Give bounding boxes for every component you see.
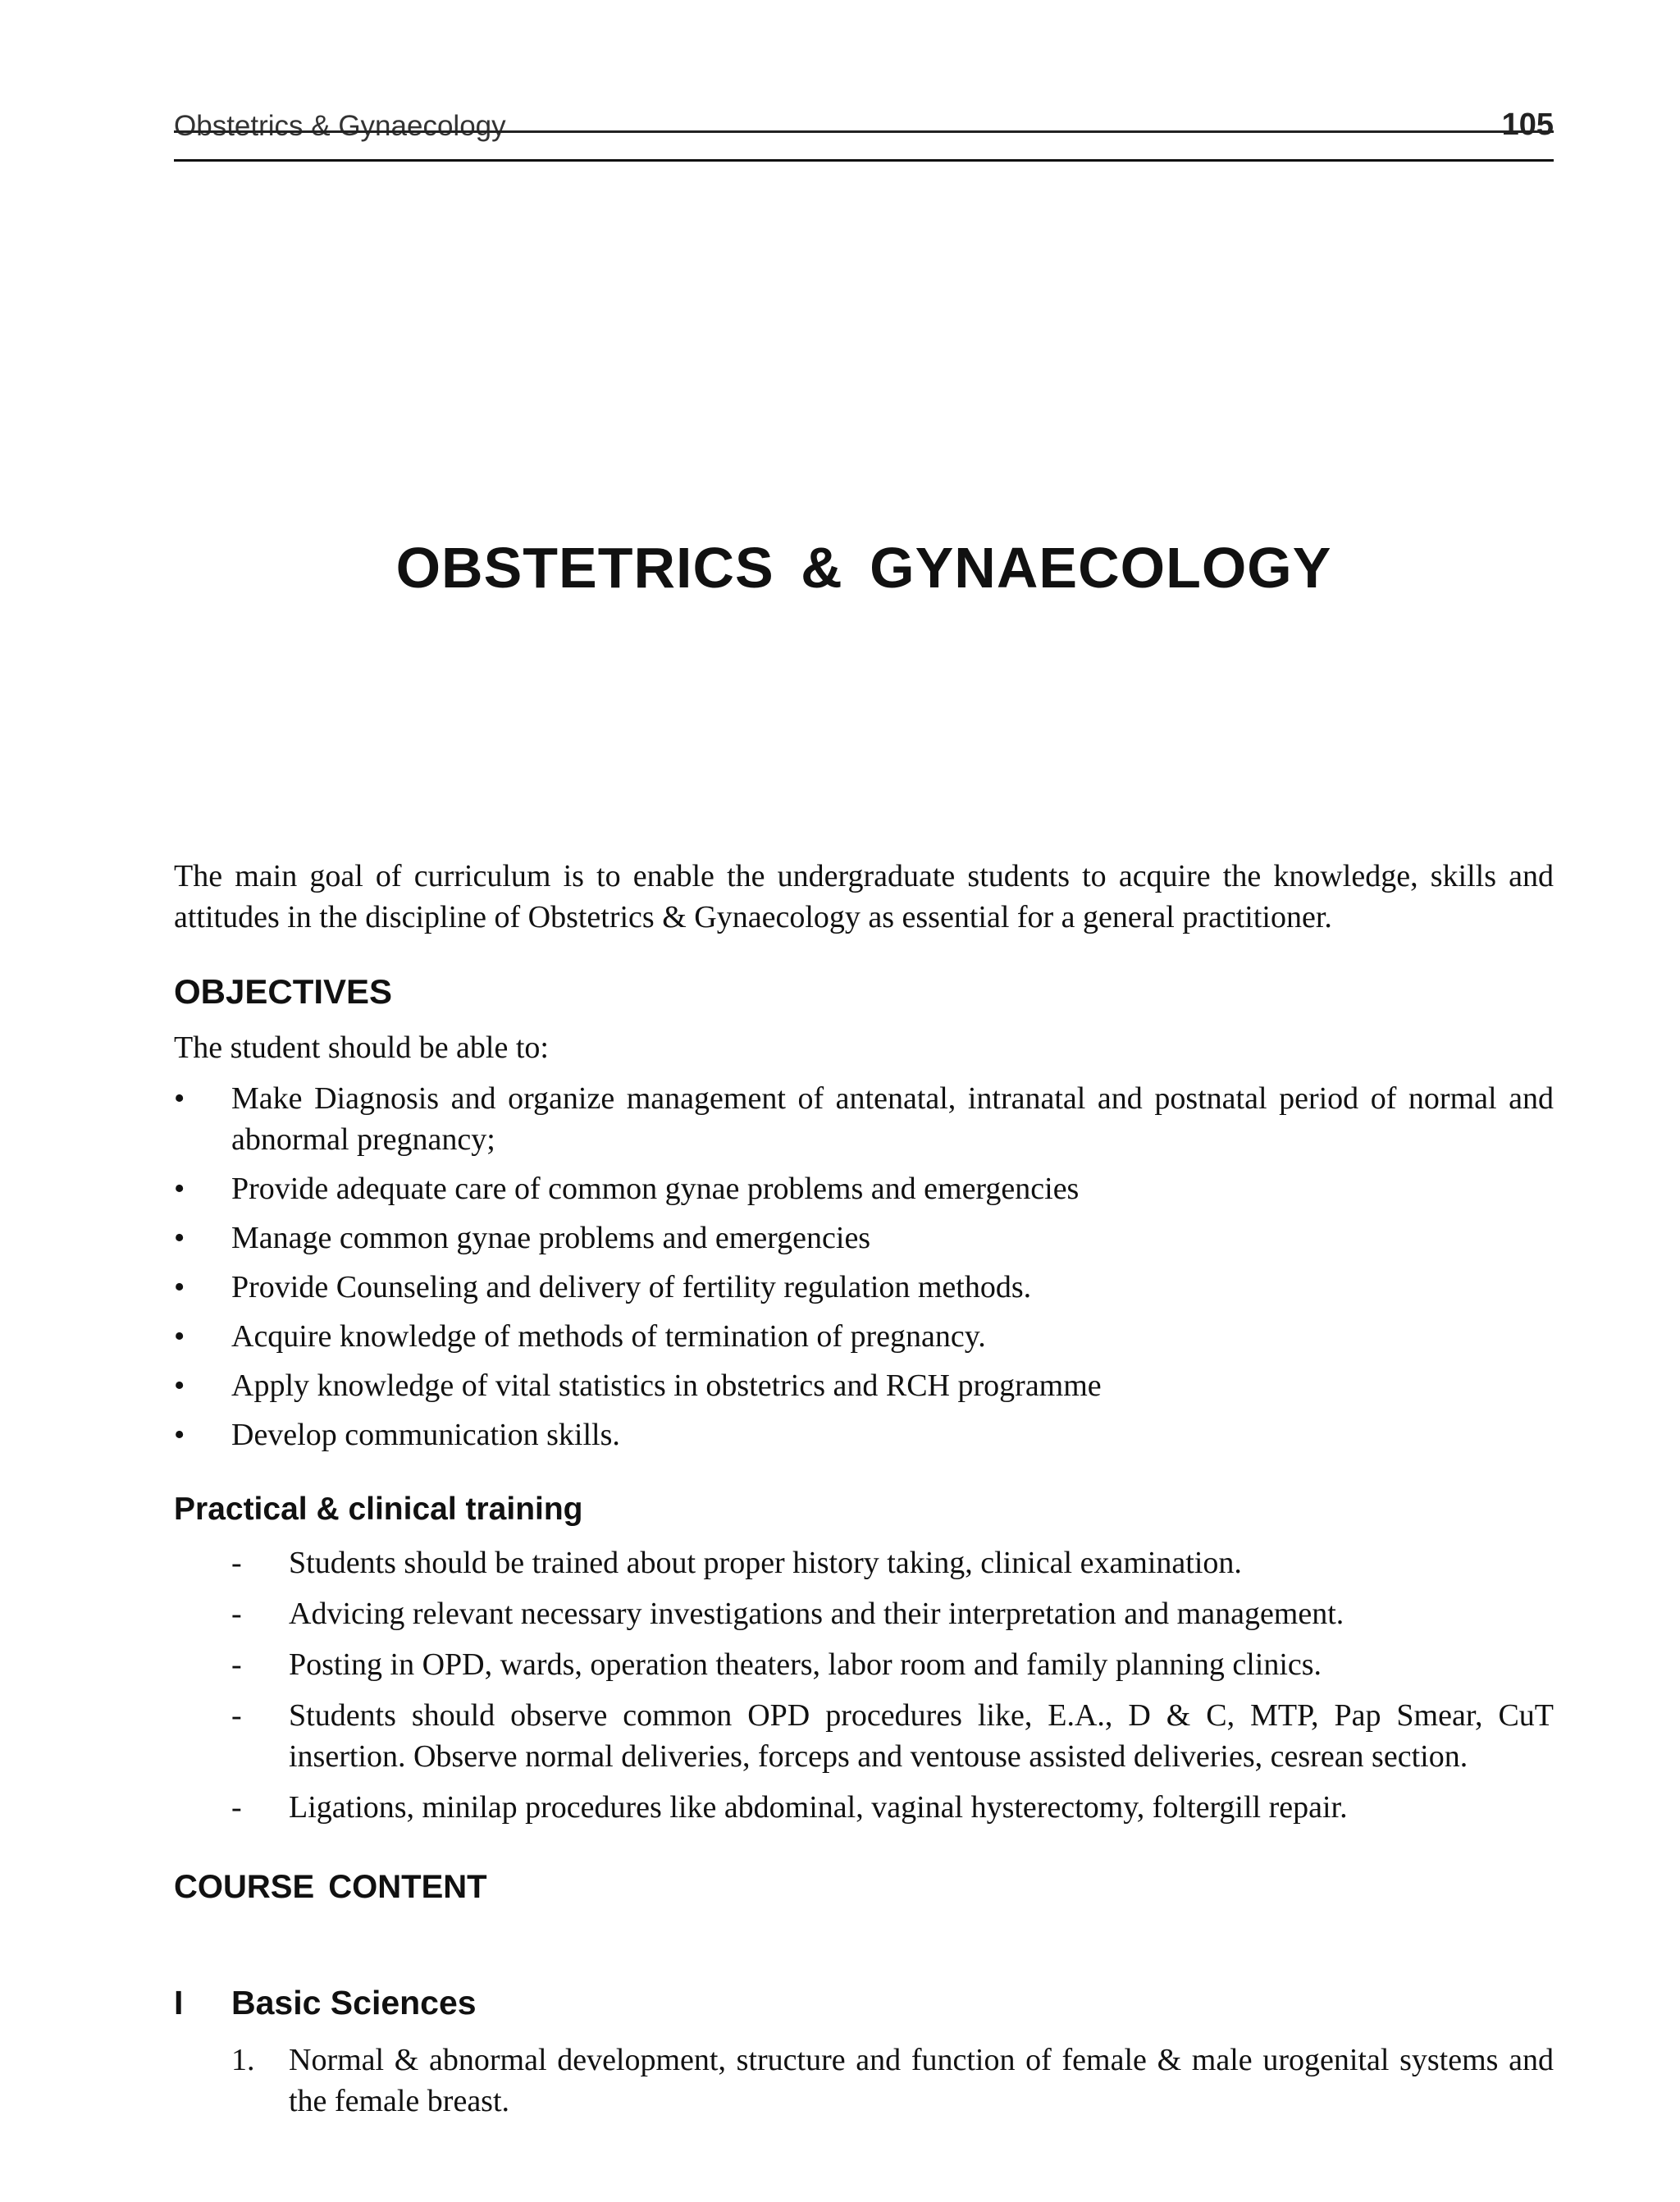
bullet-mark: • (174, 1319, 185, 1354)
list-item (174, 1217, 1554, 1259)
objectives-heading: OBJECTIVES (174, 972, 393, 1011)
bullet-mark: • (174, 1368, 185, 1403)
dash-mark: - (231, 1546, 242, 1580)
list-item (174, 1168, 1554, 1209)
header-strike-line (174, 130, 1554, 133)
list-item (174, 1365, 1554, 1406)
dash-mark: - (231, 1647, 242, 1682)
dash-mark: - (231, 1790, 242, 1825)
list-item (231, 1593, 1554, 1634)
bullet-mark: • (174, 1221, 185, 1255)
list-item (174, 1267, 1554, 1308)
chapter-title: OBSTETRICS & GYNAECOLOGY (395, 536, 1332, 600)
list-item-text: Provide Counseling and delivery of fertility regulation methods. (231, 1270, 1032, 1304)
item-number: 1. (231, 2043, 255, 2077)
list-item (231, 1542, 1554, 1583)
running-header (174, 107, 1554, 143)
section-title: Basic Sciences (231, 1984, 477, 2022)
header-rule (174, 159, 1554, 162)
course-content-heading: COURSE CONTENT (174, 1869, 487, 1905)
practical-training-list (231, 1542, 1554, 1838)
list-item (231, 1787, 1554, 1828)
list-item-text: Provide adequate care of common gynae problems and emergencies (231, 1172, 1080, 1206)
objectives-list (174, 1078, 1554, 1464)
dash-mark: - (231, 1597, 242, 1631)
list-item-text: Advicing relevant necessary investigations and their interpretation and management. (289, 1597, 1344, 1631)
running-title: Obstetrics & Gynaecology (174, 110, 506, 142)
list-item-text: Acquire knowledge of methods of termination of pregnancy. (231, 1319, 986, 1354)
list-item (231, 2040, 1554, 2122)
list-item-text: Make Diagnosis and organize management of antenatal, intranatal and postnatal period of normal and abnormal pregnancy; (231, 1081, 1554, 1157)
practical-training-heading: Practical & clinical training (174, 1492, 583, 1527)
section-number: I (174, 1984, 184, 2022)
list-item (174, 1078, 1554, 1160)
list-item-text: Manage common gynae problems and emergencies (231, 1221, 871, 1255)
intro-paragraph: The main goal of curriculum is to enable the undergraduate students to acquire the knowledge, skills and attitudes in the discipline of Obstetrics & Gynaecology as essential for a general practitioner. (174, 859, 1554, 934)
list-item (231, 1695, 1554, 1777)
course-content-list (231, 2040, 1554, 2122)
list-item-text: Students should observe common OPD procedures like, E.A., D & C, MTP, Pap Smear, CuT insertion. Observe normal deliveries, forceps and ventouse assisted deliveries, cesrean section. (289, 1698, 1554, 1774)
list-item-text: Students should be trained about proper history taking, clinical examination. (289, 1546, 1242, 1580)
document-page (174, 0, 1554, 2202)
list-item-text: Posting in OPD, wards, operation theaters, labor room and family planning clinics. (289, 1647, 1322, 1682)
list-item-text: Apply knowledge of vital statistics in obstetrics and RCH programme (231, 1368, 1102, 1403)
bullet-mark: • (174, 1270, 185, 1304)
list-item (174, 1316, 1554, 1357)
list-item-text: Normal & abnormal development, structure and function of female & male urogenital systems and the female breast. (289, 2043, 1554, 2118)
dash-mark: - (231, 1698, 242, 1733)
list-item-text: Ligations, minilap procedures like abdominal, vaginal hysterectomy, foltergill repair. (289, 1790, 1348, 1825)
list-item (174, 1414, 1554, 1455)
list-item (231, 1644, 1554, 1685)
bullet-mark: • (174, 1172, 185, 1206)
page-number: 105 (1501, 107, 1554, 142)
objectives-lead: The student should be able to: (174, 1030, 549, 1065)
bullet-mark: • (174, 1418, 185, 1452)
list-item-text: Develop communication skills. (231, 1418, 620, 1452)
bullet-mark: • (174, 1081, 185, 1116)
